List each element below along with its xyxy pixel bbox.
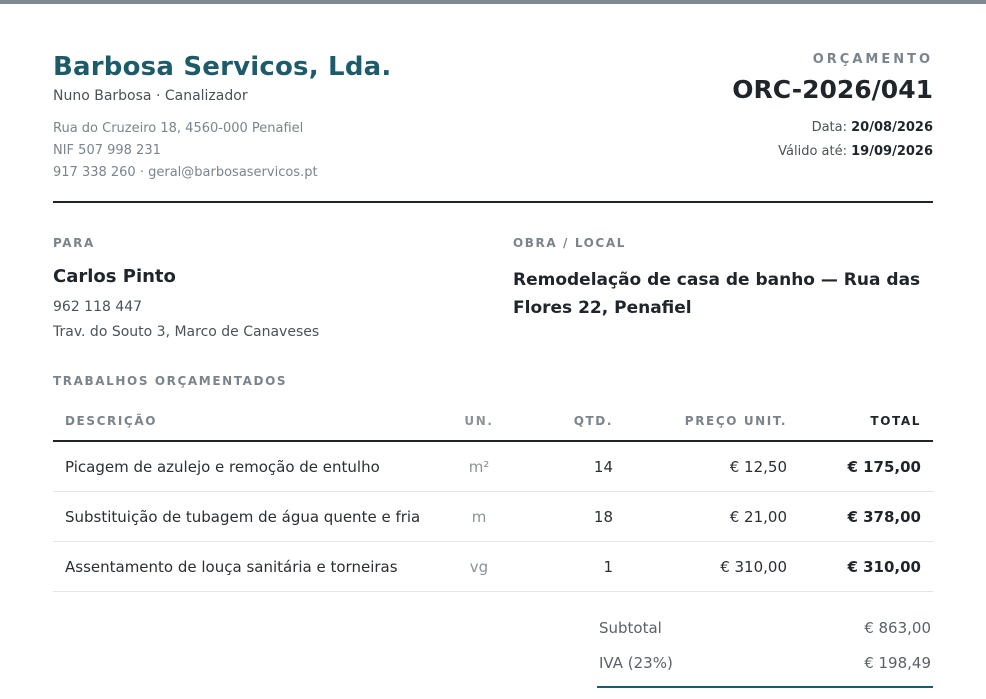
client-label: PARA: [53, 236, 95, 250]
company-header: [53, 52, 391, 184]
quote-valid-line: [732, 140, 933, 164]
row-unit: m: [437, 492, 521, 542]
works-table: [53, 402, 933, 592]
works-label: TRABALHOS ORÇAMENTADOS: [53, 374, 288, 388]
header-divider: [53, 201, 933, 203]
company-contact: 917 338 260 · geral@barbosaservicos.pt: [53, 165, 318, 180]
quote-number: ORC-2026/041: [732, 75, 933, 104]
row-total: € 378,00: [799, 492, 933, 542]
row-unit-price: € 12,50: [625, 441, 799, 492]
client-address: Trav. do Souto 3, Marco de Canaveses: [53, 324, 320, 340]
quote-dates: [732, 116, 933, 164]
site-block: [513, 236, 933, 322]
quote-valid-label: Válido até:: [778, 144, 847, 159]
company-info: [53, 118, 391, 184]
row-unit-price: € 310,00: [625, 542, 799, 592]
row-unit: m²: [437, 441, 521, 492]
quote-header: [732, 52, 933, 164]
quote-date-line: [732, 116, 933, 140]
row-total: € 175,00: [799, 441, 933, 492]
company-name: Barbosa Servicos, Lda.: [53, 52, 392, 82]
iva-value: € 198,49: [864, 653, 931, 672]
client-name: Carlos Pinto: [53, 266, 176, 287]
company-address: Rua do Cruzeiro 18, 4560-000 Penafiel: [53, 121, 304, 136]
subtotal-row: [597, 610, 933, 645]
company-subtitle: Nuno Barbosa · Canalizador: [53, 88, 248, 104]
row-quantity: 14: [521, 441, 625, 492]
site-label: OBRA / LOCAL: [513, 236, 626, 250]
header-quantity: QTD.: [521, 402, 625, 441]
table-header-row: [53, 402, 933, 441]
quote-date: 20/08/2026: [851, 120, 933, 135]
row-unit: vg: [437, 542, 521, 592]
quote-label: ORÇAMENTO: [812, 52, 933, 67]
quote-date-label: Data:: [811, 120, 847, 135]
table-row: [53, 492, 933, 542]
quote-valid-date: 19/09/2026: [851, 144, 933, 159]
row-total: € 310,00: [799, 542, 933, 592]
client-phone: 962 118 447: [53, 299, 143, 315]
header-description: DESCRIÇÃO: [53, 402, 437, 441]
top-accent-bar: [0, 0, 986, 4]
subtotal-label: Subtotal: [599, 618, 662, 637]
row-description: Assentamento de louça sanitária e torneiras: [53, 542, 437, 592]
site-description: Remodelação de casa de banho — Rua das Flores 22, Penafiel: [513, 270, 921, 318]
totals-block: [597, 610, 933, 688]
row-quantity: 18: [521, 492, 625, 542]
row-unit-price: € 21,00: [625, 492, 799, 542]
header-total: TOTAL: [799, 402, 933, 441]
header-unit: UN.: [437, 402, 521, 441]
iva-label: IVA (23%): [599, 653, 673, 672]
row-quantity: 1: [521, 542, 625, 592]
iva-row: [597, 645, 933, 680]
header-unit-price: PREÇO UNIT.: [625, 402, 799, 441]
subtotal-value: € 863,00: [864, 618, 931, 637]
client-block: [53, 236, 473, 345]
row-description: Picagem de azulejo e remoção de entulho: [53, 441, 437, 492]
row-description: Substituição de tubagem de água quente e fria: [53, 492, 437, 542]
table-row: [53, 441, 933, 492]
totals-divider: [597, 686, 933, 688]
table-row: [53, 542, 933, 592]
company-nif: NIF 507 998 231: [53, 143, 161, 158]
